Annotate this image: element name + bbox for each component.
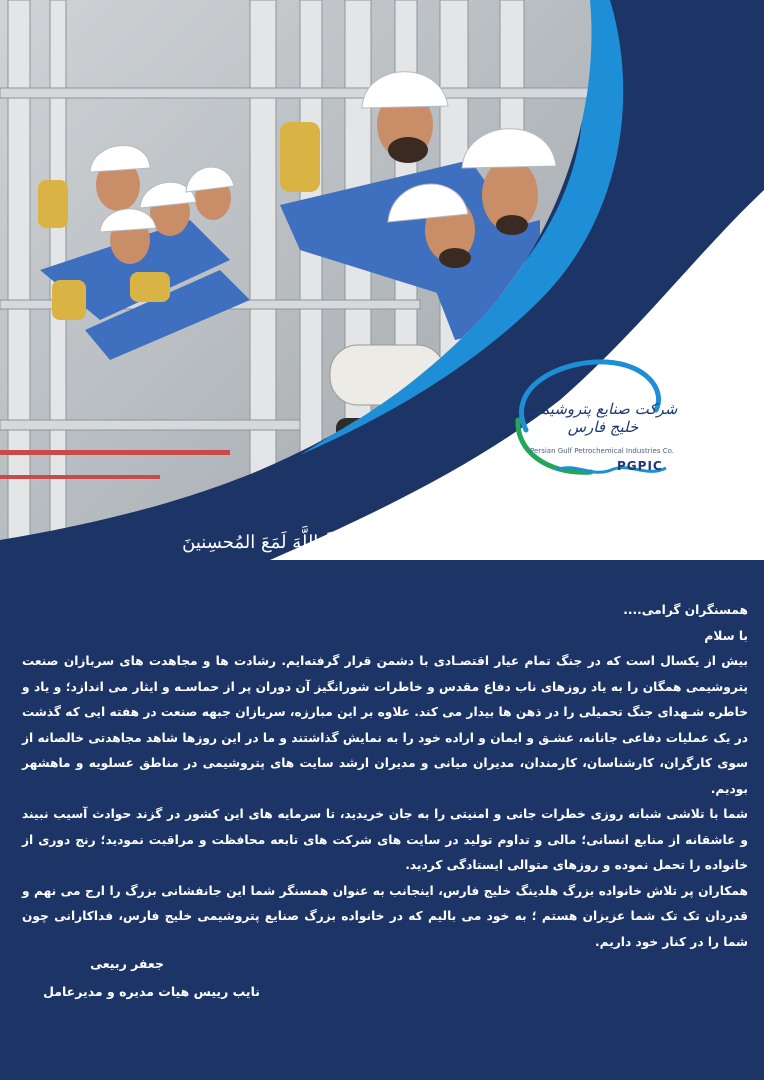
letter-salutation: با سلام xyxy=(704,628,748,643)
signature-block xyxy=(40,950,260,1006)
logo-name-en: Persian Gulf Petrochemical Industries Co. xyxy=(530,447,674,455)
letter-greeting: همسنگران گرامی.... xyxy=(623,603,748,617)
verse-heading: وَالَّذینَ جاهَدوا فینا لَنَهدِیَنَّهُم سُبُلَنا وَإِنَّ اللَّهَ لَمَعَ المُحسِنینَ xyxy=(182,532,598,553)
logo-abbreviation: PGPIC xyxy=(617,459,663,473)
letter-paragraph: بیش از یکسال است که در جنگ تمام عیار اقتصـادی با دشمن قرار گرفته‌ایم. رشادت ها و مجاهدت های سربازان صنعت پتروشیمی همگان را به یاد روزهای ناب دفاع مقدس و خاطرات شورانگیز آن دوران پر از حماسـه و ایثار می اندازد؛ و یاد و خاطره شـهدای جنگ تحمیلی را در ذهن ها بیدار می کند. علاوه بر این مبارزه، سربازان جبهه صنعت در هفته ایی که گذشت در یک عملیات دفاعی جانانه، عشـق و ایمان و اراده خود را به نمایش گذاشتند و ما در این روزها شاهد مجاهدتی خالصانه از سوی کارگران، کارشناسان، کارمندان، مدیران میانی و مدیران ارشد سایت های پتروشیمی در مناطق عسلویه و ماهشهر بودیم. xyxy=(22,654,748,796)
letter-body xyxy=(22,598,748,955)
letter-paragraph: شما با تلاشی شبانه روزی خطرات جانی و امنیتی را به جان خریدید، تا سرمایه های این کشور در گزند حوادث آسیب نبیند و عاشقانه از منابع انسانی؛ مالی و تداوم تولید در سایت های شرکت های تابعه محافظت و مراقبت نمودید؛ رنج دوری از خانواده را تحمل نموده و روزهای متوالی ایستادگی کردید. xyxy=(22,807,748,872)
letter-paragraph: همکاران پر تلاش خانواده بزرگ هلدینگ خلیج فارس، اینجانب به عنوان همسنگر شما این جانفشانی بزرگ را ارج می نهم و قدردان تک تک شما عزیزان هستم ؛ به خود می بالیم که در خانواده بزرگ صنایع پتروشیمی خلیج فارس، فداکارانی چون شما را در کنار خود داریم. xyxy=(22,883,748,949)
signatory-name: جعفر ربیعی xyxy=(90,956,164,971)
logo-name-fa: شرکت صنایع پتروشیمی خلیج فارس xyxy=(528,400,678,436)
signatory-title: نایب رییس هیات مدیره و مدیرعامل xyxy=(43,984,260,999)
